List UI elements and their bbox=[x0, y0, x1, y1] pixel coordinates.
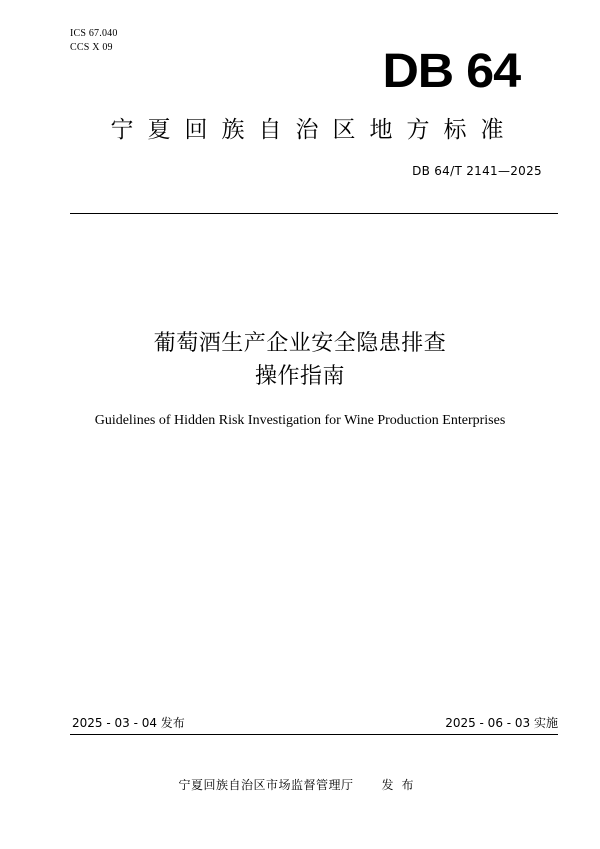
issuer-action: 发布 bbox=[381, 778, 422, 792]
standard-type-heading: 宁夏回族自治区地方标准 bbox=[110, 117, 518, 143]
issuer-name: 宁夏回族自治区市场监督管理厅 bbox=[178, 778, 354, 792]
title-zh-line2: 操作指南 bbox=[254, 364, 345, 389]
title-en: Guidelines of Hidden Risk Investigation for Wine Production Enterprises bbox=[94, 413, 506, 428]
ics-code: ICS 67.040 bbox=[70, 28, 118, 39]
classification-codes bbox=[70, 27, 118, 55]
standard-number: DB 64/T 2141—2025 bbox=[412, 164, 542, 178]
implement-date: 2025 - 06 - 03 实施 bbox=[445, 716, 558, 730]
ccs-code: CCS X 09 bbox=[70, 42, 113, 53]
top-divider bbox=[70, 213, 558, 214]
publish-date: 2025 - 03 - 04 发布 bbox=[72, 716, 185, 730]
issuer-line bbox=[0, 776, 600, 794]
title-zh-line1: 葡萄酒生产企业安全隐患排查 bbox=[153, 331, 447, 356]
db-logo: DB 64 bbox=[382, 45, 520, 98]
bottom-divider bbox=[70, 734, 558, 735]
